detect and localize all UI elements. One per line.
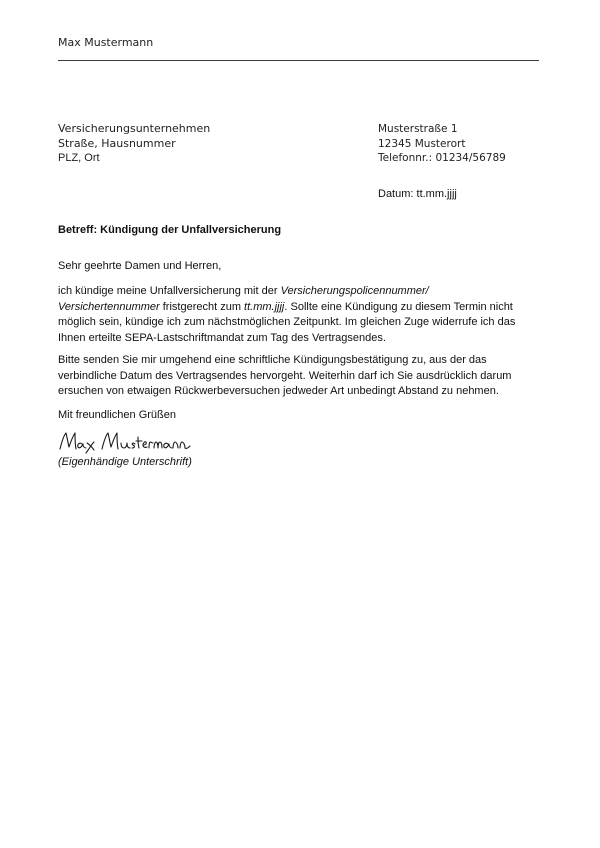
paragraph-2-line-1: Bitte senden Sie mir umgehend eine schriftliche Kündigungsbestätigung zu, aus der das xyxy=(58,354,487,366)
policy-number-placeholder: Versicherungspolicennummer/ xyxy=(280,285,429,297)
sender-address xyxy=(378,122,506,166)
paragraph-1-line-2 xyxy=(58,300,538,316)
body-paragraph-1 xyxy=(58,284,538,346)
recipient-city: PLZ, Ort xyxy=(58,152,100,164)
signature-caption: (Eigenhändige Unterschrift) xyxy=(58,456,192,468)
sender-city: 12345 Musterort xyxy=(378,137,466,150)
closing-phrase: Mit freundlichen Grüßen xyxy=(58,409,176,421)
paragraph-2-line-2: verbindliche Datum des Vertragsendes hervorgeht. Weiterhin darf ich Sie ausdrücklich darum xyxy=(58,369,512,382)
paragraph-1-line-1 xyxy=(58,284,538,300)
paragraph-1-line-4: Ihnen erteilte SEPA-Lastschriftmandat zum Tag des Vertragsendes. xyxy=(58,331,386,344)
salutation: Sehr geehrte Damen und Herren, xyxy=(58,260,222,272)
letter-date: Datum: tt.mm.jjjj xyxy=(378,188,457,200)
sender-phone: Telefonnr.: 01234/56789 xyxy=(378,152,506,164)
recipient-address xyxy=(58,122,210,166)
text-segment: ich kündige meine Unfallversicherung mit der xyxy=(58,285,281,297)
text-segment: fristgerecht zum xyxy=(159,300,245,313)
letterhead-divider xyxy=(58,60,539,61)
sender-street: Musterstraße 1 xyxy=(378,123,458,135)
paragraph-2-line-3: ersuchen von etwaigen Rückwerbeversuchen jedweder Art unbedingt Abstand zu nehmen. xyxy=(58,385,499,397)
handwritten-signature xyxy=(58,427,198,455)
text-segment: . Sollte eine Kündigung zu diesem Termin nicht xyxy=(284,300,513,313)
paragraph-1-line-3: möglich sein, kündige ich zum nächstmöglichen Zeitpunkt. Im gleichen Zuge widerrufe ich das xyxy=(58,316,516,328)
letterhead-name: Max Mustermann xyxy=(58,36,154,49)
body-paragraph-2 xyxy=(58,353,538,400)
subject-line: Betreff: Kündigung der Unfallversicherung xyxy=(58,224,282,236)
insured-number-placeholder: Versichertennummer xyxy=(58,300,160,313)
date-placeholder: tt.mm.jjjj xyxy=(244,300,285,313)
recipient-company: Versicherungsunternehmen xyxy=(58,122,211,135)
recipient-street: Straße, Hausnummer xyxy=(58,136,176,150)
